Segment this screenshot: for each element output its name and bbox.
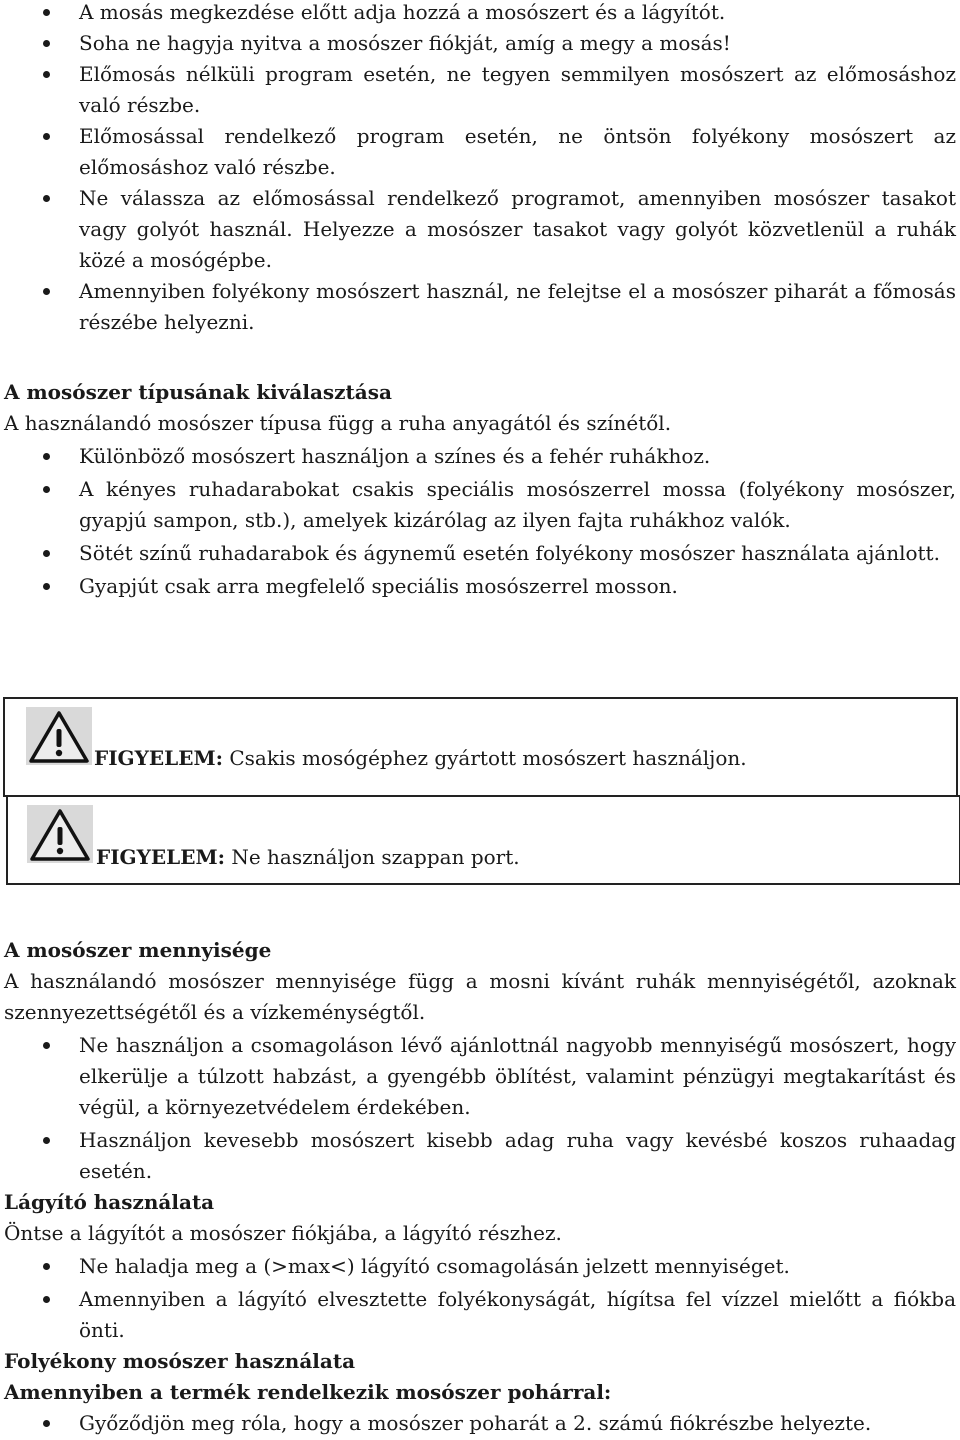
list-item: Amennyiben a lágyító elvesztette folyékonyságát, hígítsa fel vízzel mielőtt a fiókba önti.: [0, 1284, 960, 1346]
list-item: Ne válassza az előmosással rendelkező programot, amennyiben mosószer tasakot vagy golyót használ. Helyezze a mosószer tasakot vagy golyót közvetlenül a ruhák közé a mosógépbe.: [0, 183, 960, 276]
section-detergent-amount: [0, 935, 960, 1187]
warning-message: [94, 745, 747, 771]
list-item: Használjon kevesebb mosószert kisebb adag ruha vagy kevésbé koszos ruhaadag esetén.: [0, 1125, 960, 1187]
warning-message: [96, 844, 520, 870]
list-item: A kényes ruhadarabokat csakis speciális mosószerrel mossa (folyékony mosószer, gyapjú sampon, stb.), amelyek kizárólag az ilyen fajta ruhákhoz valók.: [0, 474, 960, 536]
bullet-list: [0, 1251, 960, 1346]
bullet-list: [0, 0, 960, 338]
list-item: A mosás megkezdése előtt adja hozzá a mosószert és a lágyítót.: [0, 0, 960, 28]
warning-box: [6, 795, 960, 885]
section-subheading: Amennyiben a termék rendelkezik mosószer pohárral:: [4, 1380, 612, 1404]
section-intro: A használandó mosószer mennyisége függ a mosni kívánt ruhák mennyiségétől, azoknak szennyezettségétől és a vízkeménységtől.: [4, 969, 956, 1024]
list-item: Amennyiben folyékony mosószert használ, ne felejtse el a mosószer piharát a főmosás részébe helyezni.: [0, 276, 960, 338]
list-item: Sötét színű ruhadarabok és ágynemű esetén folyékony mosószer használata ajánlott.: [0, 538, 960, 569]
section-softener: [0, 1187, 960, 1346]
list-item: Ne használjon a csomagoláson lévő ajánlottnál nagyobb mennyiségű mosószert, hogy elkerülje a túlzott habzást, a gyengébb öblítést, valamint pénzügyi megtakarítást és végül, a környezetvédelem érdekében.: [0, 1030, 960, 1123]
warning-label: FIGYELEM:: [96, 845, 225, 869]
warning-text: Csakis mosógéphez gyártott mosószert használjon.: [229, 746, 747, 770]
section-heading: Folyékony mosószer használata: [4, 1349, 356, 1373]
warning-box: [3, 697, 958, 797]
bullet-list: [0, 1030, 960, 1187]
list-item: Ne haladja meg a (>max<) lágyító csomagolásán jelzett mennyiséget.: [0, 1251, 960, 1282]
section-liquid-detergent: [0, 1346, 960, 1439]
warning-text: Ne használjon szappan port.: [231, 845, 520, 869]
section-general-instructions: [0, 0, 960, 338]
section-heading: A mosószer típusának kiválasztása: [4, 380, 392, 404]
list-item: Előmosás nélküli program esetén, ne tegyen semmilyen mosószert az előmosáshoz való részbe.: [0, 59, 960, 121]
list-item: Előmosással rendelkező program esetén, ne öntsön folyékony mosószert az előmosáshoz való részbe.: [0, 121, 960, 183]
warning-label: FIGYELEM:: [94, 746, 223, 770]
section-heading: A mosószer mennyisége: [4, 938, 272, 962]
list-item: Gyapjút csak arra megfelelő speciális mosószerrel mosson.: [0, 571, 960, 602]
section-detergent-type: [0, 377, 960, 602]
list-item: Győződjön meg róla, hogy a mosószer poharát a 2. számú fiókrészbe helyezte.: [0, 1408, 960, 1439]
section-intro: A használandó mosószer típusa függ a ruha anyagától és színétől.: [4, 411, 672, 435]
bullet-list: [0, 1408, 960, 1439]
bullet-list: [0, 441, 960, 602]
list-item: Különböző mosószert használjon a színes és a fehér ruhákhoz.: [0, 441, 960, 472]
warning-triangle-icon: [27, 805, 93, 863]
list-item: Soha ne hagyja nyitva a mosószer fiókját, amíg a megy a mosás!: [0, 28, 960, 59]
section-heading: Lágyító használata: [4, 1190, 215, 1214]
warning-triangle-icon: [26, 707, 92, 765]
section-intro: Öntse a lágyítót a mosószer fiókjába, a lágyító részhez.: [4, 1221, 562, 1245]
